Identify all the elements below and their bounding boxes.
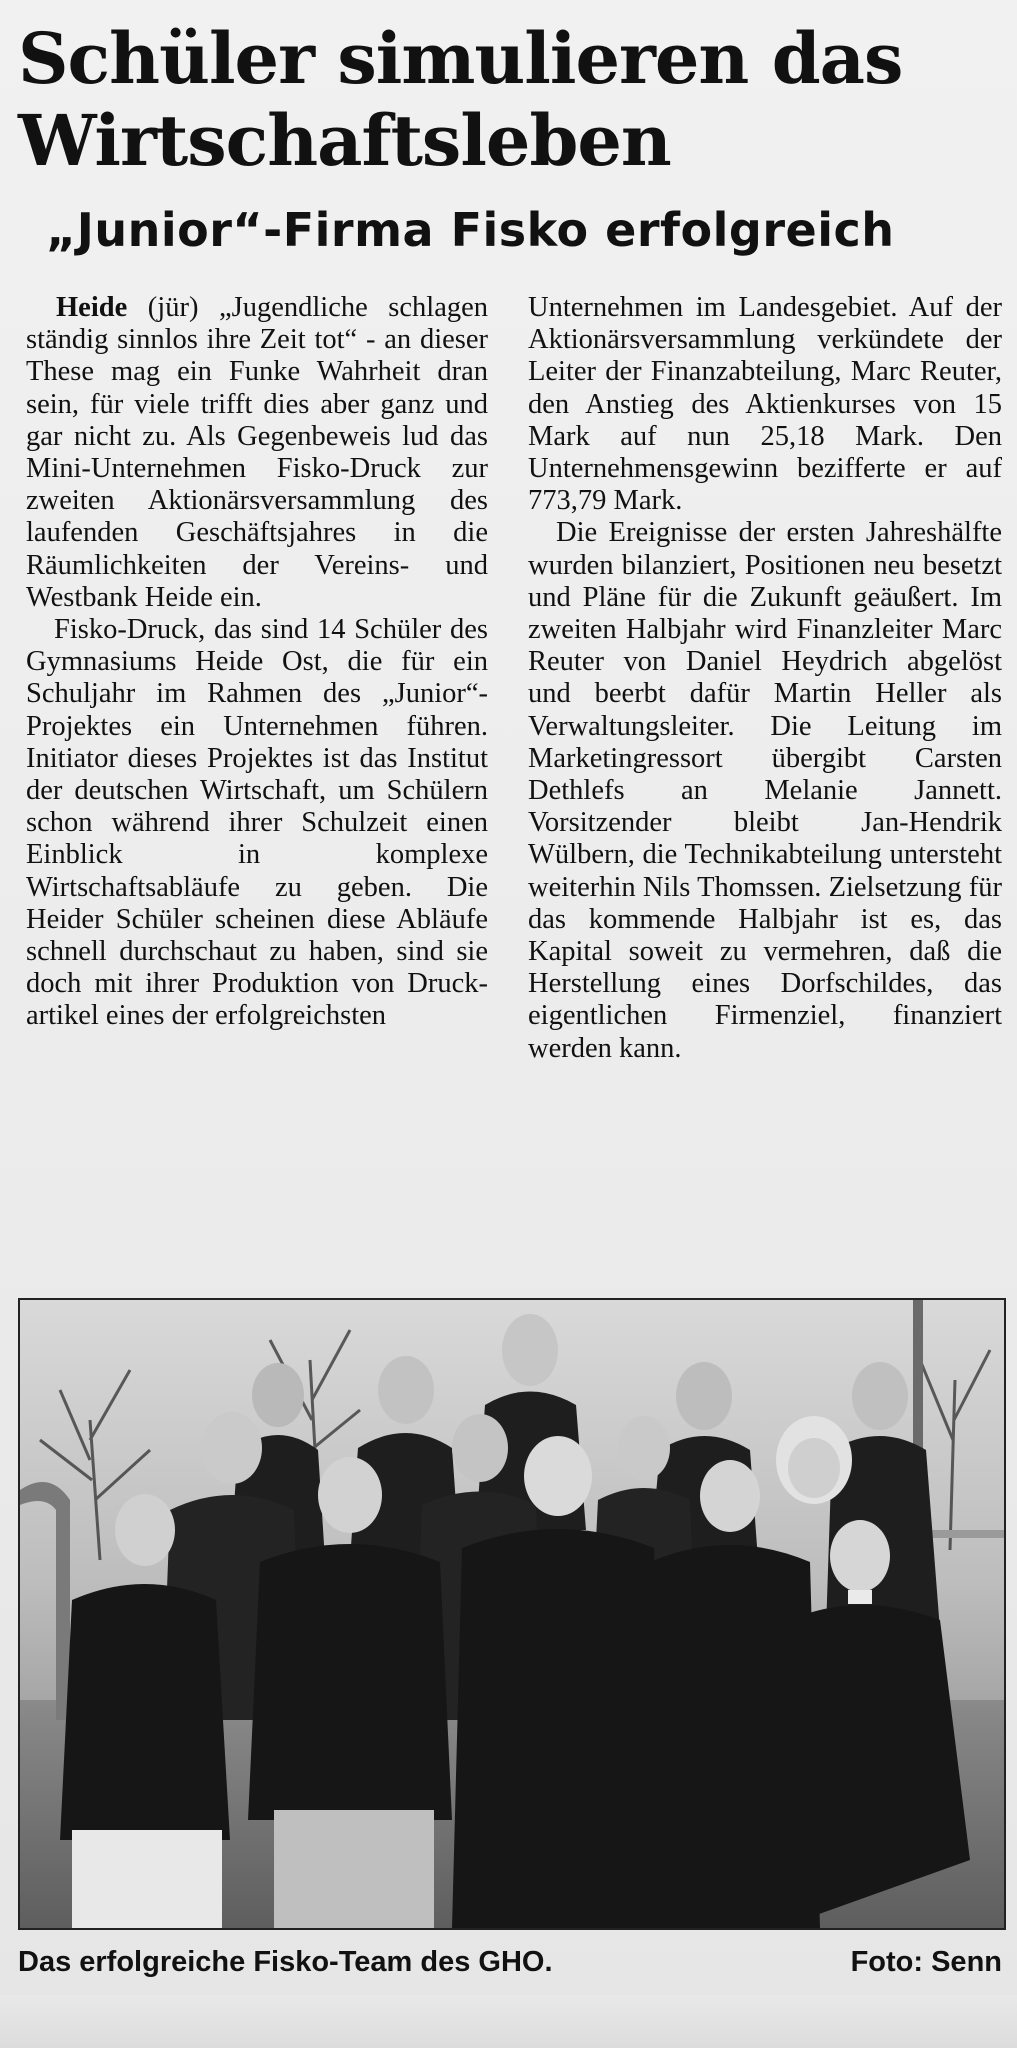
- lead-paragraph: [26, 292, 488, 614]
- paragraph: Die Ereignisse der ersten Jahreshälfte wurden bilanziert, Positionen neu besetzt und Pläne für die Zukunft geäußert. Im zweiten Halbjahr wird Finanzleiter Marc Reuter von Daniel Heydrich abgelöst und beerbt dafür Martin Heller als Verwaltungsleiter. Die Leitung im Marketingressort übergibt Carsten Dethlefs an Melanie Jannett. Vorsitzender bleibt Jan-Hendrik Wülbern, die Technikabteilung untersteht weiterhin Nils Thomssen. Zielsetzung für das kommende Halbjahr ist es, das Kapital soweit zu vermehren, daß die Herstellung eines Dorfschildes, das eigentlichen Firmenziel, finanziert werden kann.: [528, 517, 1002, 1064]
- photo-caption: Das erfolgreiche Fisko-Team des GHO.: [18, 1946, 553, 1978]
- photo-caption-row: [18, 1944, 1002, 1980]
- paragraph: Unternehmen im Landesgebiet. Auf der Aktionärsversammlung verkündete der Leiter der Finanzabteilung, Marc Reuter, den Anstieg des Aktienkurses von 15 Mark auf nun 25,18 Mark. Den Unternehmensgewinn bezifferte er auf 773,79 Mark.: [528, 292, 1002, 517]
- team-photo: [18, 1298, 1006, 1930]
- paragraph: Fisko-Druck, das sind 14 Schüler des Gymnasiums Heide Ost, die für ein Schuljahr im Rahmen des „Junior“-Projektes ein Unternehmen führen. Initiator dieses Projektes ist das Institut der deutschen Wirtschaft, um Schülern schon während ihrer Schulzeit einen Einblick in komplexe Wirtschaftsabläufe zu geben. Die Heider Schüler scheinen diese Abläufe schnell durchschaut zu haben, sind sie doch mit ihrer Produktion von Druckartikel eines der erfolgreichsten: [26, 614, 488, 1032]
- dateline: Heide: [56, 292, 128, 323]
- paragraph-text: „Jugendliche schlagen ständig sinnlos ihre Zeit tot“ - an dieser These mag ein Funke Wahrheit dran sein, für viele trifft dies aber ganz und gar nicht zu. Als Gegenbeweis lud das Mini-Unternehmen Fisko-Druck zur zweiten Aktionärsversammlung des laufenden Geschäftsjahres in die Räumlichkeiten der Vereins- und Westbank Heide ein.: [26, 292, 489, 613]
- byline: (jür): [147, 292, 199, 323]
- headline-line-2: Wirtschaftsleben: [18, 99, 671, 182]
- headline-line-1: Schüler simulieren das: [18, 17, 903, 100]
- page-bottom-edge: [0, 1995, 1017, 2048]
- article-column-left: [26, 292, 488, 1033]
- article-column-right: [528, 292, 1002, 1065]
- article-headline: [18, 18, 1003, 182]
- photo-credit: Foto: Senn: [850, 1946, 1002, 1978]
- team-photo-image: [20, 1300, 1004, 1928]
- article-subhead: „Junior“-Firma Fisko erfolgreich: [46, 203, 895, 257]
